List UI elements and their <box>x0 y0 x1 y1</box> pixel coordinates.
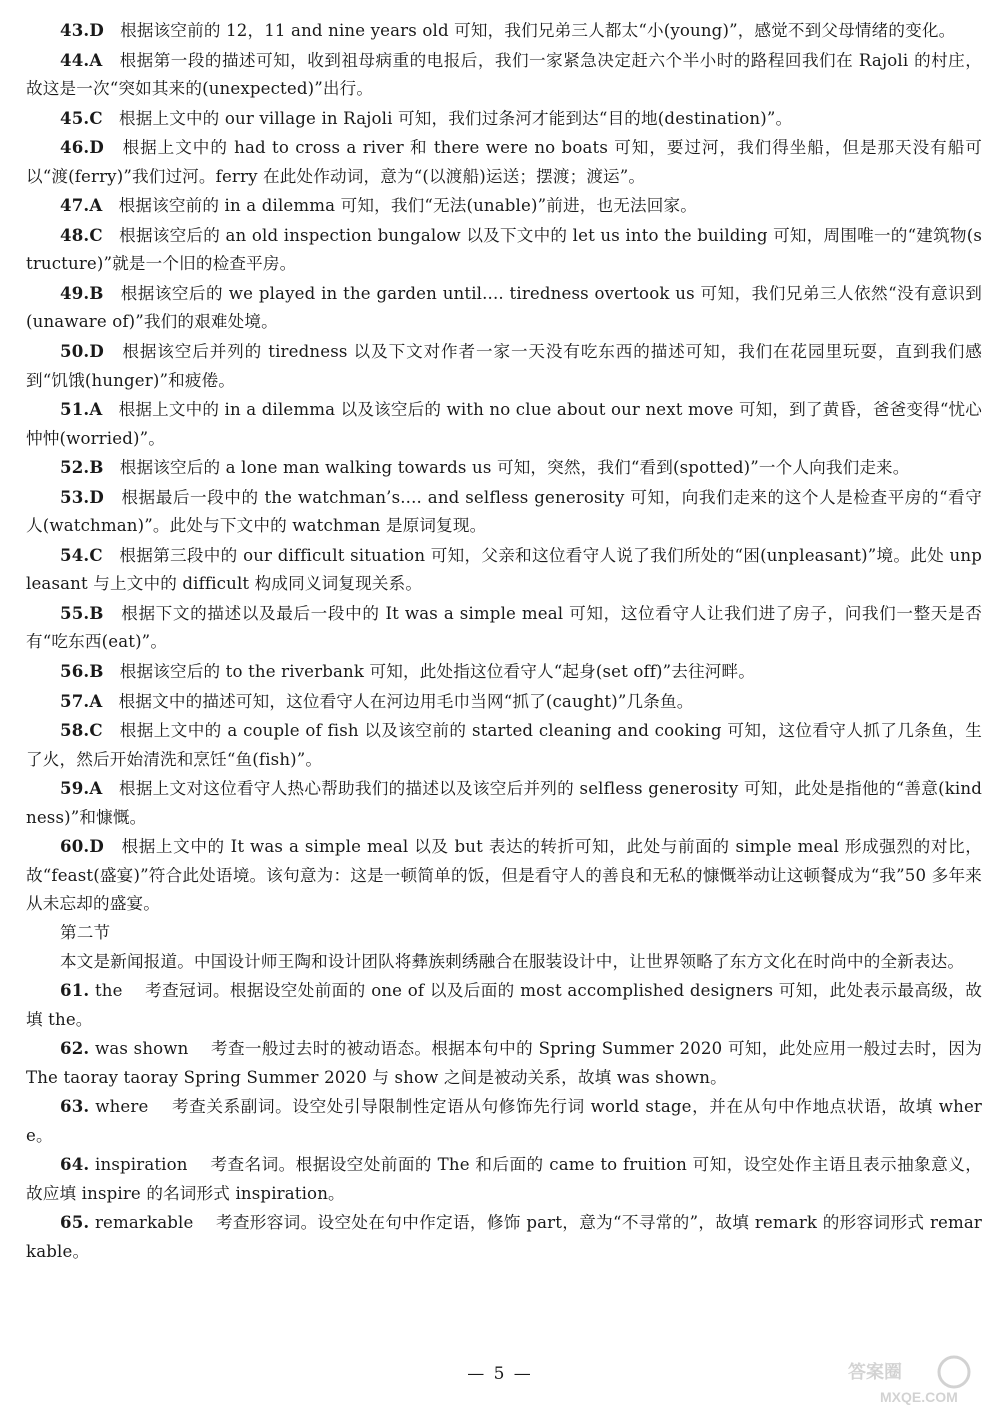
item-answer: C <box>89 544 103 565</box>
item-explanation: 考查一般过去时的被动语态。根据本句中的 Spring Summer 2020 可知，此处应用一般过去时，因为 The taoray taoray Spring Summer 2020 与 show 之间是被动关系，故填 was shown。 <box>26 1039 982 1087</box>
item-number: 63. <box>60 1096 90 1117</box>
item-explanation: 根据第三段中的 our difficult situation 可知，父亲和这位看守人说了我们所处的“困(unpleasant)”境。此处 unpleasant 与上文中的 difficult 构成同义词复现关系。 <box>26 545 982 594</box>
item-explanation: 根据该空后的 we played in the garden until.... tiredness overtook us 可知，我们兄弟三人依然“没有意识到(unaware of)”我们的艰难处境。 <box>26 283 982 332</box>
watermark-circle-icon <box>939 1357 969 1387</box>
item-number: 45. <box>60 107 90 128</box>
fill-item <box>26 1150 982 1208</box>
item-explanation: 根据上文中的 in a dilemma 以及该空后的 with no clue about our next move 可知，到了黄昏，爸爸变得“忧心忡忡(worried)”。 <box>26 400 982 448</box>
fill-item <box>26 1208 982 1266</box>
watermark-text: 答案圈 <box>848 1362 902 1382</box>
item-number: 50. <box>60 341 90 362</box>
item-explanation: 根据该空后的 an old inspection bungalow 以及下文中的 let us into the building 可知，周围唯一的“建筑物(structure)”就是一个旧的检查平房。 <box>26 225 982 274</box>
item-explanation: 根据最后一段中的 the watchman’s.... and selfless generosity 可知，向我们走来的这个人是检查平房的“看守人(watchman)”。此处与下文中的 watchman 是原词复现。 <box>26 487 983 536</box>
item-explanation: 根据上文中的 It was a simple meal 以及 but 表达的转折可知，此处与前面的 simple meal 形成强烈的对比，故“feast(盛宴)”符合此处语境。该句意为：这是一顿简单的饭，但是看守人的善良和无私的慷慨举动让这顿餐成为“我”50 多年来从未忘却的盛宴。 <box>26 837 982 914</box>
item-answer: D <box>89 836 104 857</box>
answer-item <box>26 337 982 395</box>
item-number: 62. <box>60 1038 90 1059</box>
section-intro: 本文是新闻报道。中国设计师王陶和设计团队将彝族刺绣融合在服装设计中，让世界领略了东方文化在时尚中的全新表达。 <box>60 951 965 971</box>
answer-item <box>26 453 982 483</box>
answer-item <box>26 104 982 134</box>
item-number: 48. <box>60 224 90 245</box>
item-explanation: 根据上文中的 a couple of fish 以及该空前的 started cleaning and cooking 可知，这位看守人抓了几条鱼，生了火，然后开始清洗和烹饪“鱼(fish)”。 <box>26 721 982 769</box>
answer-item <box>26 599 982 657</box>
item-number: 49. <box>60 282 90 303</box>
item-explanation: 根据上文中的 had to cross a river 和 there were no boats 可知，要过河，我们得坐船，但是那天没有船可以“渡(ferry)”我们过河。ferry 在此处作动词，意为“(以渡船)运送；摆渡；渡运”。 <box>26 138 982 186</box>
item-number: 59. <box>60 778 90 799</box>
answer-item <box>26 657 982 687</box>
answer-explanation-page <box>26 16 982 1267</box>
item-answer: was shown <box>94 1039 189 1059</box>
item-explanation: 根据该空后并列的 tiredness 以及下文对作者一家一天没有吃东西的描述可知，我们在花园里玩耍，直到我们感到“饥饿(hunger)”和疲倦。 <box>26 342 982 390</box>
watermark-domain: MXQE.COM <box>880 1389 958 1405</box>
item-explanation: 根据该空后的 to the riverbank 可知，此处指这位看守人“起身(set off)”去往河畔。 <box>119 662 756 682</box>
item-answer: B <box>89 661 104 682</box>
item-number: 65. <box>60 1212 90 1233</box>
answer-item <box>26 46 982 104</box>
item-number: 64. <box>60 1154 90 1175</box>
item-explanation: 考查名词。根据设空处前面的 The 和后面的 came to fruition 可知，设空处作主语且表示抽象意义，故应填 inspire 的名词形式 inspiration。 <box>26 1155 982 1203</box>
item-answer: C <box>89 720 103 741</box>
item-answer: inspiration <box>95 1155 188 1175</box>
item-explanation: 根据下文的描述以及最后一段中的 It was a simple meal 可知，这位看守人让我们进了房子，问我们一整天是否有“吃东西(eat)”。 <box>26 603 982 652</box>
item-answer: A <box>89 399 103 420</box>
item-explanation: 考查冠词。根据设空处前面的 one of 以及后面的 most accomplished designers 可知，此处表示最高级，故填 the。 <box>26 981 982 1029</box>
item-explanation: 根据上文中的 our village in Rajoli 可知，我们过条河才能到达“目的地(destination)”。 <box>118 108 793 128</box>
item-explanation: 考查关系副词。设空处引导限制性定语从句修饰先行词 world stage，并在从句中作地点状语，故填 where。 <box>26 1097 982 1145</box>
fill-item <box>26 1092 982 1150</box>
answer-item <box>26 16 982 46</box>
item-explanation: 考查形容词。设空处在句中作定语，修饰 part，意为“不寻常的”，故填 remark 的形容词形式 remarkable。 <box>26 1213 983 1261</box>
answer-item <box>26 133 982 191</box>
item-answer: D <box>89 137 104 158</box>
item-number: 47. <box>60 195 90 216</box>
cloze-answers <box>26 16 982 919</box>
answer-item <box>26 687 982 717</box>
item-number: 51. <box>60 399 90 420</box>
item-answer: where <box>95 1097 149 1117</box>
answer-item <box>26 191 982 221</box>
item-answer: D <box>89 341 104 362</box>
fill-item <box>26 1034 982 1092</box>
item-number: 56. <box>60 661 90 682</box>
item-explanation: 根据该空前的 in a dilemma 可知，我们“无法(unable)”前进，也无法回家。 <box>118 196 697 216</box>
watermark-logo <box>782 1352 982 1406</box>
answer-item <box>26 541 982 599</box>
item-explanation: 根据该空前的 12，11 and nine years old 可知，我们兄弟三人都太“小(young)”，感觉不到父母情绪的变化。 <box>120 21 956 40</box>
item-answer: C <box>89 224 103 245</box>
answer-item <box>26 716 982 774</box>
answer-item <box>26 832 982 919</box>
item-answer: C <box>89 107 103 128</box>
page-number: — 5 — <box>467 1364 533 1384</box>
item-answer: B <box>89 282 104 303</box>
item-number: 44. <box>60 49 90 70</box>
answer-item <box>26 221 982 279</box>
answer-item <box>26 395 982 453</box>
item-explanation: 根据第一段的描述可知，收到祖母病重的电报后，我们一家紧急决定赶六个半小时的路程回我们在 Rajoli 的村庄，故这是一次“突如其来的(unexpected)”出行。 <box>26 50 982 99</box>
item-answer: B <box>89 602 104 623</box>
item-answer: A <box>89 690 103 711</box>
item-answer: the <box>94 981 123 1001</box>
item-number: 57. <box>60 690 90 711</box>
item-number: 60. <box>60 836 90 857</box>
item-answer: A <box>89 778 103 799</box>
answer-item <box>26 279 982 337</box>
item-number: 58. <box>60 720 90 741</box>
grammar-fill-answers <box>26 976 982 1266</box>
item-answer: D <box>89 20 104 40</box>
section-title: 第二节 <box>60 922 111 942</box>
item-explanation: 根据文中的描述可知，这位看守人在河边用毛巾当网“抓了(caught)”几条鱼。 <box>118 691 694 711</box>
item-answer: D <box>89 486 104 507</box>
item-number: 43. <box>60 20 90 40</box>
item-number: 54. <box>60 544 90 565</box>
answer-item <box>26 483 982 541</box>
item-answer: A <box>89 195 103 216</box>
fill-item <box>26 976 982 1034</box>
item-explanation: 根据上文对这位看守人热心帮助我们的描述以及该空后并列的 selfless generosity 可知，此处是指他的“善意(kindness)”和慷慨。 <box>26 779 982 827</box>
item-number: 52. <box>60 457 90 478</box>
item-answer: B <box>89 457 104 478</box>
item-answer: remarkable <box>94 1213 194 1233</box>
item-number: 46. <box>60 137 90 158</box>
item-number: 61. <box>60 980 90 1001</box>
item-answer: A <box>89 49 103 70</box>
answer-item <box>26 774 982 832</box>
item-explanation: 根据该空后的 a lone man walking towards us 可知，突然，我们“看到(spotted)”一个人向我们走来。 <box>119 458 910 478</box>
item-number: 55. <box>60 602 90 623</box>
item-number: 53. <box>60 486 90 507</box>
